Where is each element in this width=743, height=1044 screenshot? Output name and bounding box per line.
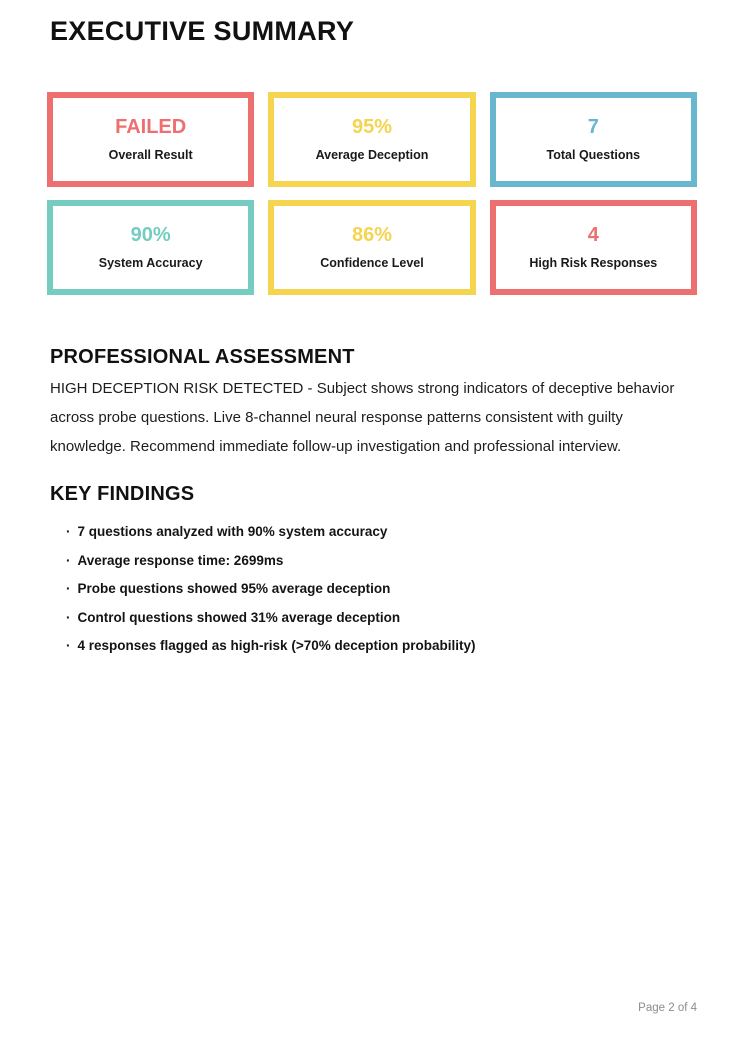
- stat-card: [47, 200, 254, 295]
- bullet-icon: ·: [66, 638, 71, 653]
- stat-label: Confidence Level: [320, 256, 424, 271]
- findings-list: [66, 524, 686, 667]
- stat-card-grid: [47, 92, 697, 295]
- stat-card: [490, 200, 697, 295]
- stat-value: 4: [587, 224, 599, 247]
- finding-item: [66, 610, 686, 626]
- stat-card: [268, 200, 475, 295]
- page-number: Page 2 of 4: [638, 1002, 697, 1014]
- finding-item: [66, 581, 686, 597]
- finding-item: [66, 638, 686, 654]
- stat-label: Overall Result: [108, 148, 193, 163]
- bullet-icon: ·: [66, 552, 71, 568]
- finding-item: [66, 553, 686, 569]
- findings-heading: KEY FINDINGS: [50, 483, 195, 505]
- finding-text: 4 responses flagged as high-risk (>70% deception probability): [77, 638, 476, 653]
- stat-value: 86%: [351, 224, 392, 247]
- stat-value: 90%: [130, 224, 171, 247]
- assessment-text: HIGH DECEPTION RISK DETECTED - Subject shows strong indicators of deceptive behavior across probe questions. Live 8-channel neural response patterns consistent with guilty knowledge. Recommend immediate follow-up investigation and professional interview.: [50, 380, 675, 455]
- bullet-icon: ·: [66, 609, 71, 625]
- stat-card: [490, 92, 697, 187]
- stat-label: Total Questions: [546, 148, 641, 163]
- bullet-icon: ·: [66, 581, 71, 596]
- stat-value: 95%: [351, 116, 392, 139]
- finding-text: Control questions showed 31% average deception: [77, 609, 401, 625]
- stat-label: System Accuracy: [98, 256, 203, 271]
- assessment-heading: PROFESSIONAL ASSESSMENT: [50, 346, 355, 368]
- stat-card: [47, 92, 254, 187]
- stat-label: Average Deception: [315, 148, 429, 163]
- stat-label: High Risk Responses: [529, 256, 658, 271]
- bullet-icon: ·: [66, 524, 71, 539]
- finding-item: [66, 524, 686, 540]
- page-title: EXECUTIVE SUMMARY: [50, 16, 355, 46]
- finding-text: Average response time: 2699ms: [77, 552, 284, 568]
- finding-text: Probe questions showed 95% average deception: [77, 581, 391, 596]
- stat-value: 7: [587, 116, 599, 139]
- stat-card: [268, 92, 475, 187]
- finding-text: 7 questions analyzed with 90% system accuracy: [77, 524, 388, 539]
- stat-value: FAILED: [115, 116, 187, 139]
